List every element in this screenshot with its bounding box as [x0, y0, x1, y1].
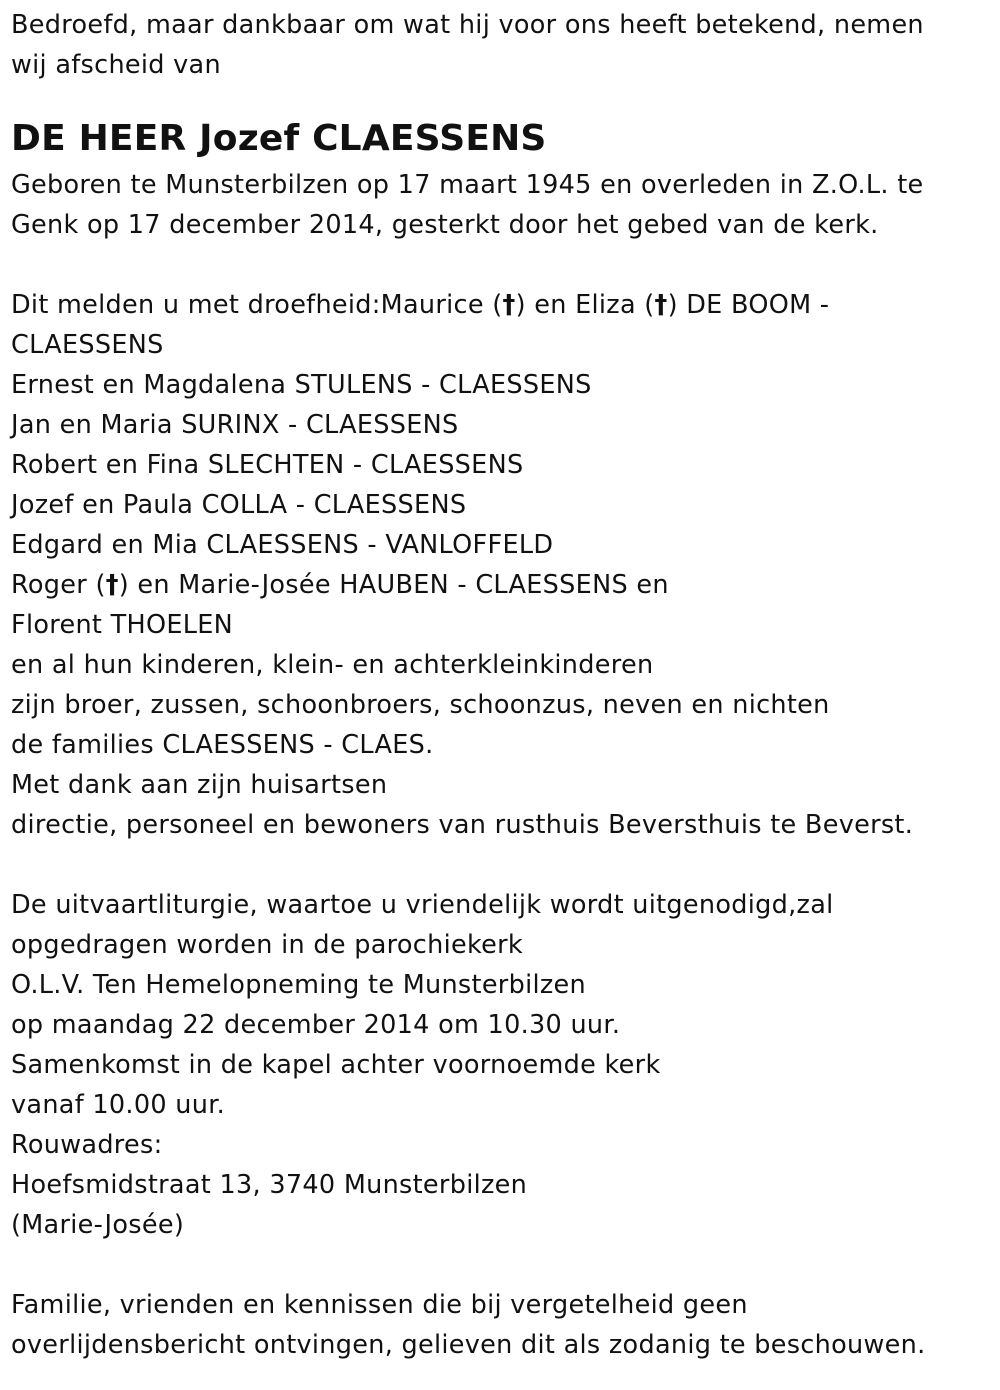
closing-line: overlijdensbericht ontvingen, gelieven dit als zodanig te beschouwen. — [11, 1330, 926, 1360]
funeral-line: (Marie-Josée) — [11, 1210, 185, 1240]
mourners-text: ) en Eliza ( — [515, 290, 655, 320]
mourners-line: Florent THOELEN — [11, 610, 234, 640]
funeral-line: De uitvaartliturgie, waartoe u vriendelijk wordt uitgenodigd,zal — [11, 890, 834, 920]
intro-line: Bedroefd, maar dankbaar om wat hij voor ons heeft betekend, nemen — [11, 10, 924, 40]
deceased-name-heading: DE HEER Jozef CLAESSENS — [11, 118, 547, 159]
funeral-line: op maandag 22 december 2014 om 10.30 uur. — [11, 1010, 621, 1040]
closing-line: Familie, vrienden en kennissen die bij vergetelheid geen — [11, 1290, 748, 1320]
mourners-line: CLAESSENS — [11, 330, 164, 360]
mourners-line: Jan en Maria SURINX - CLAESSENS — [11, 410, 459, 440]
birth-death-line: Geboren te Munsterbilzen op 17 maart 1945 en overleden in Z.O.L. te — [11, 170, 924, 200]
funeral-line: Hoefsmidstraat 13, 3740 Munsterbilzen — [11, 1170, 528, 1200]
mourners-line: directie, personeel en bewoners van rusthuis Beversthuis te Beverst. — [11, 810, 914, 840]
spacer — [11, 245, 991, 285]
funeral-line: vanaf 10.00 uur. — [11, 1090, 226, 1120]
birth-death-line: Genk op 17 december 2014, gesterkt door het gebed van de kerk. — [11, 210, 879, 240]
funeral-line: O.L.V. Ten Hemelopneming te Munsterbilzen — [11, 970, 586, 1000]
funeral-line: Samenkomst in de kapel achter voornoemde kerk — [11, 1050, 661, 1080]
mourners-line — [11, 565, 991, 605]
mourners-text: ) en Marie-Josée HAUBEN - CLAESSENS en — [118, 570, 669, 600]
spacer — [11, 1245, 991, 1285]
mourners-text: Roger ( — [11, 570, 106, 600]
mourners-line — [11, 285, 991, 325]
mourners-line: en al hun kinderen, klein- en achterkleinkinderen — [11, 650, 654, 680]
spacer — [11, 845, 991, 885]
cross-icon: † — [105, 570, 119, 600]
funeral-line: Rouwadres: — [11, 1130, 163, 1160]
mourners-text: ) DE BOOM - — [667, 290, 830, 320]
cross-icon: † — [502, 290, 516, 320]
mourners-line: Edgard en Mia CLAESSENS - VANLOFFELD — [11, 530, 554, 560]
mourners-line: Robert en Fina SLECHTEN - CLAESSENS — [11, 450, 524, 480]
mourners-line: Jozef en Paula COLLA - CLAESSENS — [11, 490, 467, 520]
intro-line: wij afscheid van — [11, 50, 221, 80]
obituary-notice — [11, 5, 991, 1365]
mourners-text: Dit melden u met droefheid:Maurice ( — [11, 290, 503, 320]
cross-icon: † — [654, 290, 668, 320]
mourners-line: zijn broer, zussen, schoonbroers, schoonzus, neven en nichten — [11, 690, 830, 720]
mourners-line: Ernest en Magdalena STULENS - CLAESSENS — [11, 370, 592, 400]
mourners-line: Met dank aan zijn huisartsen — [11, 770, 388, 800]
mourners-line: de families CLAESSENS - CLAES. — [11, 730, 434, 760]
funeral-line: opgedragen worden in de parochiekerk — [11, 930, 523, 960]
